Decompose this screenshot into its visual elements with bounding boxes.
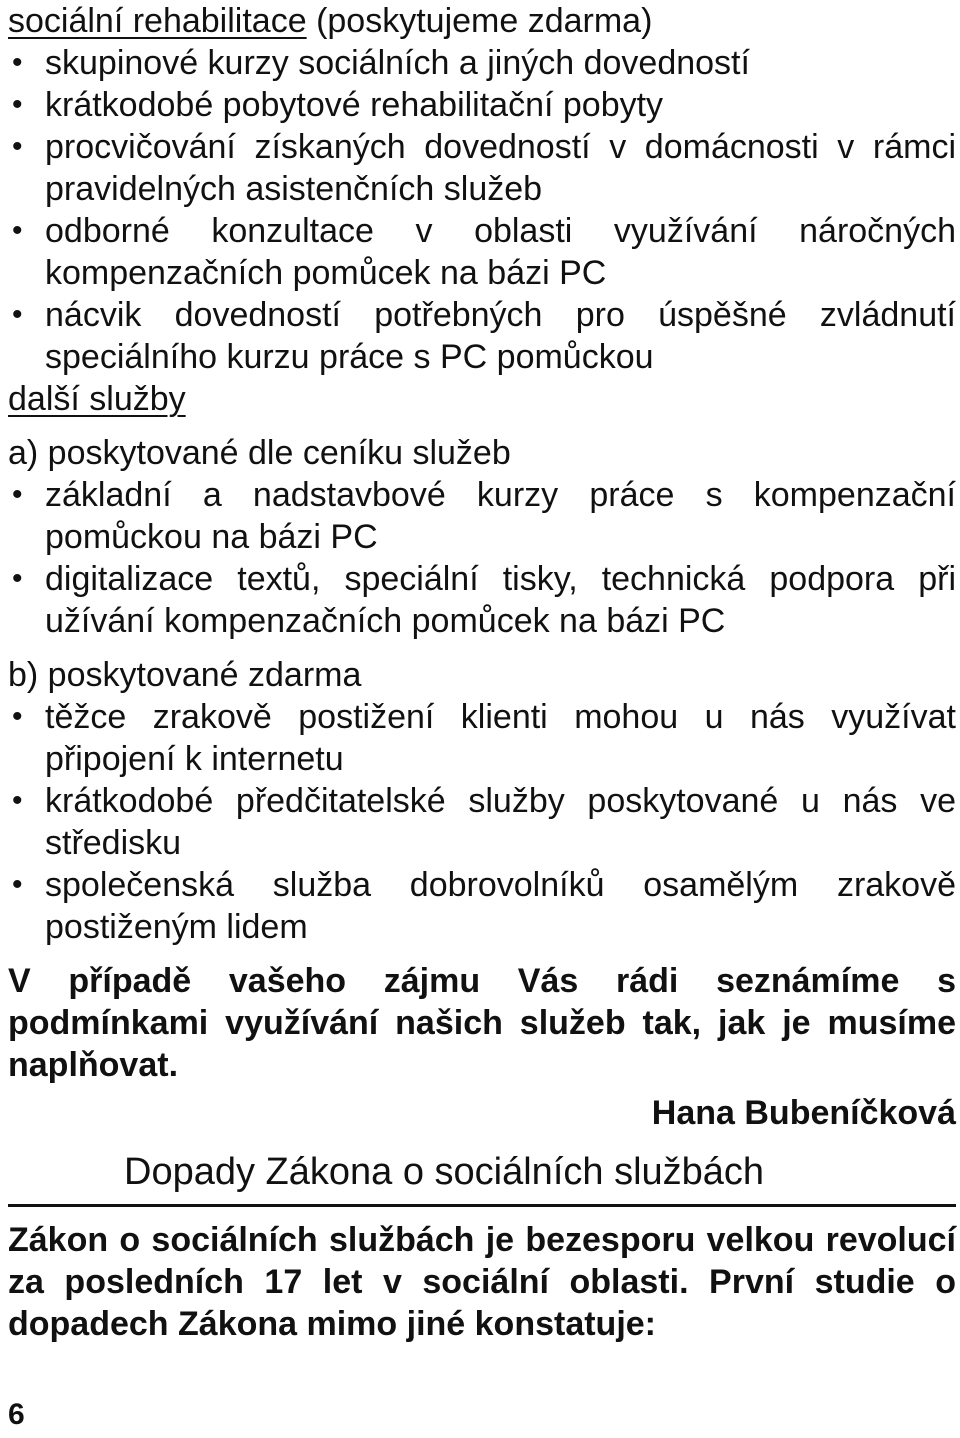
subheading-free: b) poskytované zdarma [8, 656, 362, 694]
list-item [8, 126, 956, 210]
list-item-text: skupinové kurzy sociálních a jiných dovedností [45, 44, 750, 82]
list-item [8, 84, 956, 126]
list-item [8, 864, 956, 948]
list-item [8, 696, 956, 780]
bullet-icon: • [12, 562, 23, 595]
bullet-icon: • [12, 784, 23, 817]
list-item [8, 294, 956, 378]
list-item [8, 210, 956, 294]
section-heading-underlined: další služby [8, 380, 186, 418]
section-sociální-rehabilitace-heading [8, 0, 956, 42]
bullet-icon: • [12, 478, 23, 511]
bullet-icon: • [12, 868, 23, 901]
list-item [8, 42, 956, 84]
list-item-text: digitalizace textů, speciální tisky, technická podpora při užívání kompenzačních pomůcek na bázi PC [45, 560, 956, 640]
paid-services-list [8, 474, 956, 642]
article-title: Dopady Zákona o sociálních službách [8, 1148, 956, 1207]
rehabilitation-list [8, 42, 956, 378]
bullet-icon: • [12, 46, 23, 79]
list-item-text: krátkodobé předčitatelské služby poskytované u nás ve středisku [45, 782, 956, 862]
document-page [8, 0, 956, 1345]
section-další-služby-heading [8, 378, 956, 420]
author-signature: Hana Bubeníčková [651, 1094, 956, 1132]
list-item-text: procvičování získaných dovedností v domácnosti v rámci pravidelných asistenčních služeb [45, 128, 956, 208]
section-heading-underlined: sociální rehabilitace [8, 2, 307, 40]
list-item [8, 780, 956, 864]
list-item [8, 474, 956, 558]
list-item-text: krátkodobé pobytové rehabilitační pobyty [45, 86, 664, 124]
subheading-paid: a) poskytované dle ceníku služeb [8, 434, 511, 472]
list-item-text: těžce zrakově postižení klienti mohou u nás využívat připojení k internetu [45, 698, 956, 778]
bullet-icon: • [12, 214, 23, 247]
list-item-text: základní a nadstavbové kurzy práce s kompenzační pomůckou na bázi PC [45, 476, 956, 556]
section-heading-note: (poskytujeme zdarma) [306, 2, 653, 40]
closing-paragraph: V případě vašeho zájmu Vás rádi seznámíme s podmínkami využívání našich služeb tak, jak je musíme naplňovat. [8, 962, 956, 1084]
free-services-list [8, 696, 956, 948]
article-body: Zákon o sociálních službách je bezesporu velkou revolucí za posledních 17 let v sociální oblasti. První studie o dopadech Zákona mimo jiné konstatuje: [8, 1221, 956, 1343]
page-number: 6 [8, 1398, 25, 1431]
list-item-text: nácvik dovedností potřebných pro úspěšné zvládnutí speciálního kurzu práce s PC pomůckou [45, 296, 956, 376]
bullet-icon: • [12, 298, 23, 331]
bullet-icon: • [12, 130, 23, 163]
list-item-text: odborné konzultace v oblasti využívání náročných kompenzačních pomůcek na bázi PC [45, 212, 956, 292]
list-item [8, 558, 956, 642]
list-item-text: společenská služba dobrovolníků osamělým zrakově postiženým lidem [45, 866, 956, 946]
bullet-icon: • [12, 700, 23, 733]
bullet-icon: • [12, 88, 23, 121]
